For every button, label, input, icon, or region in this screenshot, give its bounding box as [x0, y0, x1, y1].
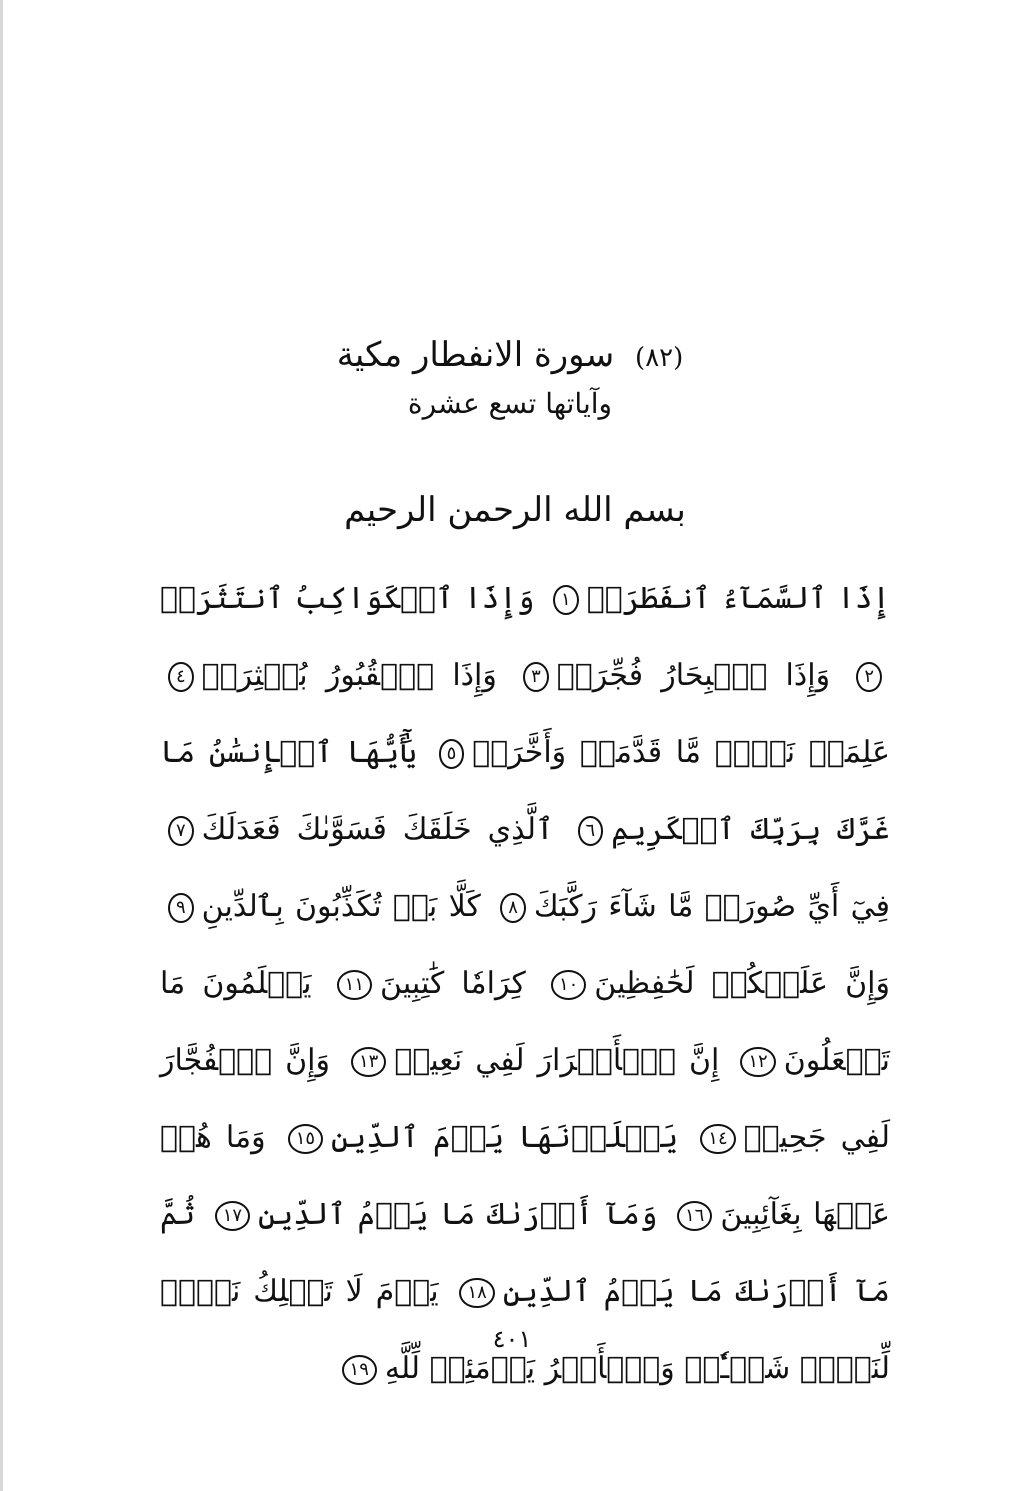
ayah-text: يَصۡلَوۡنَهَا يَوۡمَ ٱلدِّينِ: [331, 1120, 679, 1155]
ayah-text: وَإِذَا ٱلۡقُبُورُ بُعۡثِرَتۡ: [201, 658, 497, 693]
basmala: بسم الله الرحمن الرحيم: [344, 490, 686, 530]
surah-title: سورة الانفطار مكية: [336, 335, 615, 375]
ayah-number-marker: ١٣: [351, 1047, 386, 1077]
ayah-number-marker: ١٠: [551, 970, 586, 1000]
ayat-text-block: [160, 560, 890, 1407]
surah-title-line: [300, 335, 720, 375]
ayah-number-marker: ١٨: [459, 1278, 494, 1308]
surah-header: [300, 335, 720, 445]
scan-edge-mark: [0, 0, 3, 1491]
ayah-number-marker: ١٧: [215, 1201, 250, 1231]
ayah-number-marker: ١٢: [740, 1047, 775, 1077]
ayah-number-marker: ١٤: [700, 1124, 735, 1154]
verse-count-line: وآياتها تسع عشرة: [407, 387, 613, 420]
ayah-number-marker: ١: [553, 585, 579, 615]
ayah-number-marker: ١٥: [288, 1124, 323, 1154]
ayah-number-marker: ١٦: [677, 1201, 712, 1231]
ayah-text: عَلِمَتۡ نَفۡسٞ مَّا قَدَّمَتۡ وَأَخَّرَتۡ: [472, 735, 890, 770]
ayah-text: كِرَامٗا كَٰتِبِينَ: [380, 966, 526, 1001]
ayah-text: وَمَآ أَدۡرَىٰكَ مَا يَوۡمُ ٱلدِّينِ: [258, 1197, 658, 1232]
ayah-text: يَوۡمَ لَا تَمۡلِكُ نَفۡسٞ لِّنَفۡسٖ شَيۡـٔٗاۖ وَٱلۡأَمۡرُ يَوۡمَئِذٖ لِّلَّهِ: [160, 1274, 890, 1386]
ayah-text: يَعۡلَمُونَ مَا تَفۡعَلُونَ: [160, 966, 890, 1078]
ayah-text: ثُمَّ مَآ أَدۡرَىٰكَ مَا يَوۡمُ ٱلدِّينِ: [160, 1197, 890, 1309]
ayah-number-marker: ٩: [168, 893, 194, 923]
ayah-number-marker: ١١: [337, 970, 372, 1000]
ayah-text: فِيٓ أَيِّ صُورَةٖ مَّا شَآءَ رَكَّبَكَ: [533, 889, 890, 924]
ayah-text: وَمَا هُمۡ عَنۡهَا بِغَآئِبِينَ: [160, 1120, 891, 1232]
ayah-text: إِنَّ ٱلۡأَبۡرَارَ لَفِي نَعِيمٖ: [394, 1043, 720, 1078]
ayah-number-marker: ٧: [168, 816, 194, 846]
ayah-number-marker: ٦: [578, 816, 604, 846]
ayah-number-marker: ٣: [523, 662, 549, 692]
ayah-text: ٱلَّذِي خَلَقَكَ فَسَوَّىٰكَ فَعَدَلَكَ: [201, 812, 554, 847]
ayah-text: وَإِنَّ ٱلۡفُجَّارَ لَفِي جَحِيمٖ: [160, 1043, 891, 1155]
ayah-number-marker: ٢: [856, 662, 882, 692]
ayah-text: وَإِذَا ٱلۡكَوَاكِبُ ٱنتَثَرَتۡ: [160, 581, 535, 616]
page-number: ٤٠١: [492, 1325, 532, 1353]
ayah-number-marker: ٥: [439, 739, 465, 769]
ayah-text: وَإِذَا ٱلۡبِحَارُ فُجِّرَتۡ: [556, 658, 831, 693]
ayah-number-marker: ٤: [168, 662, 194, 692]
ayah-text: وَإِنَّ عَلَيۡكُمۡ لَحَٰفِظِينَ: [594, 966, 890, 1001]
surah-number: (٨٢): [635, 343, 684, 373]
ayah-number-marker: ١٩: [342, 1355, 377, 1385]
ayah-text: يَٰٓأَيُّهَا ٱلۡإِنسَٰنُ مَا غَرَّكَ بِرَبِّكَ ٱلۡكَرِيمِ: [160, 735, 890, 847]
ayah-text: إِذَا ٱلسَّمَآءُ ٱنفَطَرَتۡ: [586, 581, 890, 616]
ayah-number-marker: ٨: [500, 893, 526, 923]
ayah-text: كَلَّا بَلۡ تُكَذِّبُونَ بِٱلدِّينِ: [201, 889, 481, 924]
